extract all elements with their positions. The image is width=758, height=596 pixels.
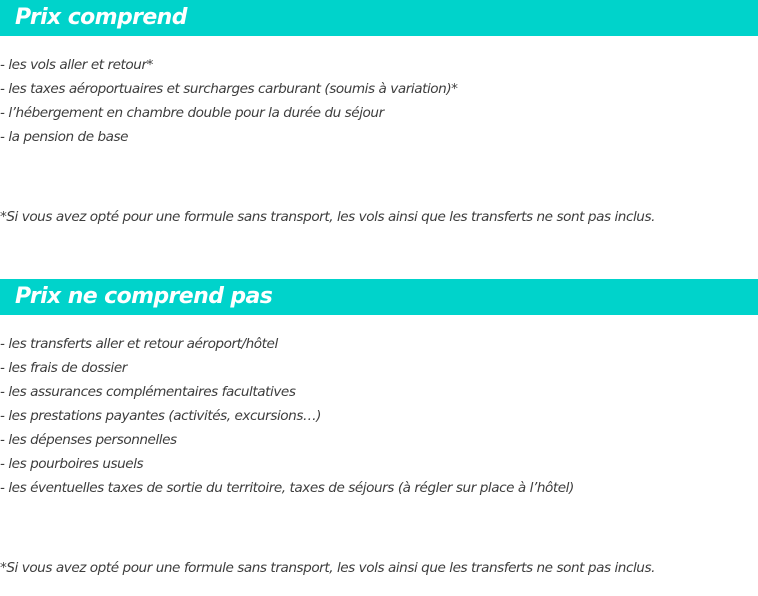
price-includes-title: Prix comprend — [15, 5, 187, 30]
list-item: - les vols aller et retour* — [0, 57, 153, 73]
price-excludes-title: Prix ne comprend pas — [15, 284, 273, 309]
price-includes-list — [0, 53, 458, 149]
list-item: - les pourboires usuels — [0, 456, 144, 472]
list-item: - les transferts aller et retour aéroport/hôtel — [0, 336, 278, 352]
price-excludes-footnote: *Si vous avez opté pour une formule sans transport, les vols ainsi que les transferts ne sont pas inclus. — [0, 560, 655, 576]
price-includes-footnote: *Si vous avez opté pour une formule sans transport, les vols ainsi que les transferts ne sont pas inclus. — [0, 209, 655, 225]
list-item: - les frais de dossier — [0, 360, 127, 376]
list-item: - les assurances complémentaires facultatives — [0, 384, 296, 400]
price-excludes-banner — [0, 279, 758, 315]
list-item: - les dépenses personnelles — [0, 432, 177, 448]
list-item: - les prestations payantes (activités, excursions…) — [0, 408, 321, 424]
price-excludes-list — [0, 332, 574, 500]
list-item: - les taxes aéroportuaires et surcharges carburant (soumis à variation)* — [0, 81, 458, 97]
list-item: - l’hébergement en chambre double pour la durée du séjour — [0, 105, 384, 121]
list-item: - les éventuelles taxes de sortie du territoire, taxes de séjours (à régler sur place à l’hôtel) — [0, 480, 574, 496]
price-includes-banner — [0, 0, 758, 36]
list-item: - la pension de base — [0, 129, 129, 145]
